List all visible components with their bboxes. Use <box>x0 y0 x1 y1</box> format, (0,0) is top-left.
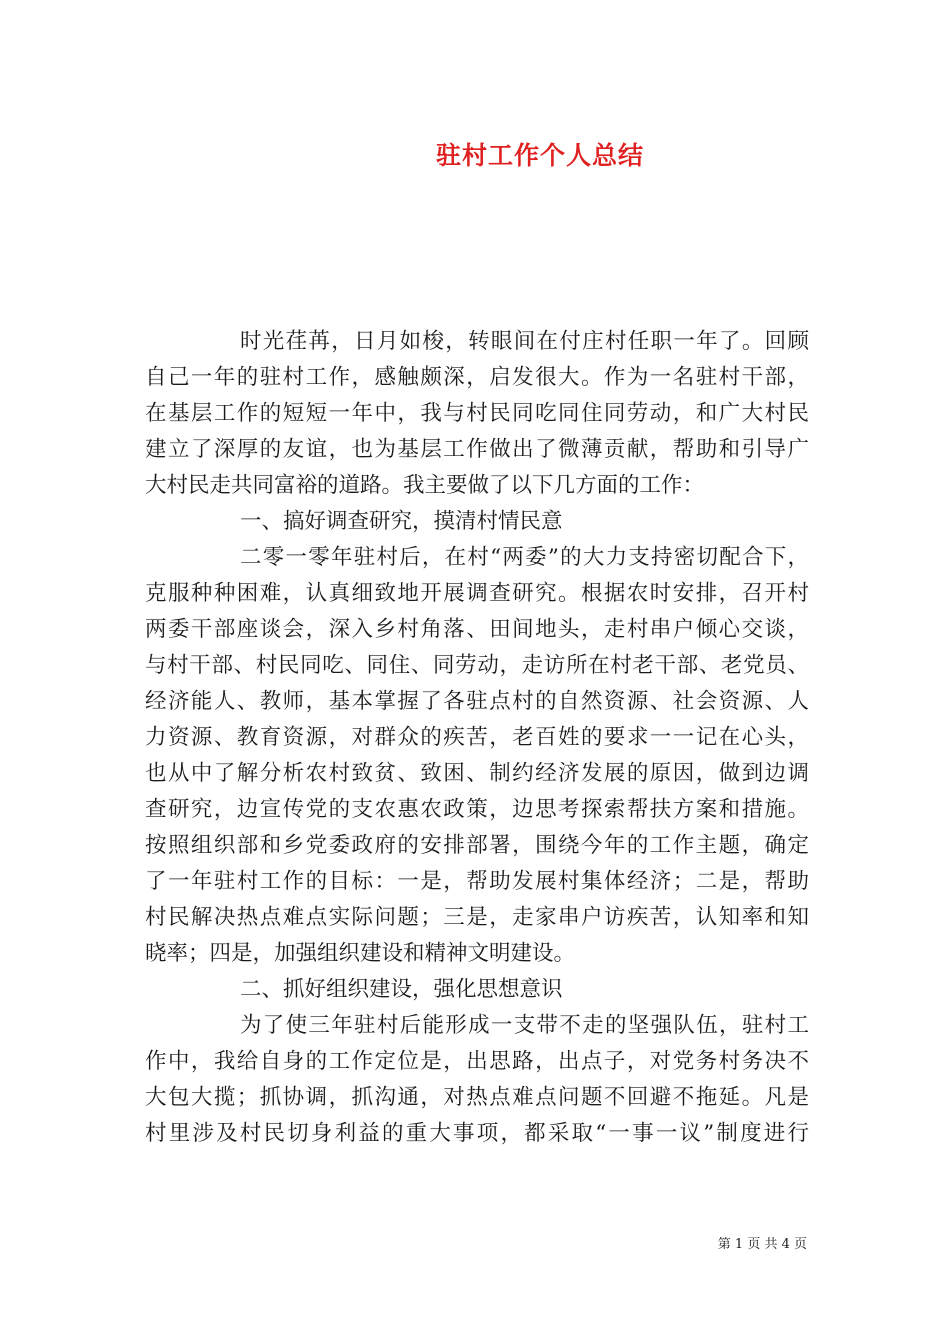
body-line-10: 与村干部、村民同吃、同住、同劳动，走访所在村老干部、老党员、 <box>145 653 809 678</box>
body-line-9: 两委干部座谈会，深入乡村角落、田间地头，走村串户倾心交谈， <box>145 617 809 642</box>
body-line-7: 二零一零年驻村后，在村“两委”的大力支持密切配合下， <box>240 545 809 570</box>
body-line-22: 大包大揽；抓协调，抓沟通，对热点难点问题不回避不拖延。凡是 <box>145 1085 809 1110</box>
body-line-1: 时光荏苒，日月如梭，转眼间在付庄村任职一年了。回顾 <box>240 329 809 354</box>
body-line-16: 了一年驻村工作的目标：一是，帮助发展村集体经济；二是，帮助 <box>145 869 809 894</box>
document-body <box>145 324 809 1152</box>
body-line-2: 自己一年的驻村工作，感触颇深，启发很大。作为一名驻村干部， <box>145 365 809 390</box>
body-line-13: 也从中了解分析农村致贫、致困、制约经济发展的原因，做到边调 <box>145 761 809 786</box>
body-line-4: 建立了深厚的友谊，也为基层工作做出了微薄贡献，帮助和引导广 <box>145 437 809 462</box>
document-title: 驻村工作个人总结 <box>435 141 644 170</box>
page-footer: 第 1 页 共 4 页 <box>717 1237 807 1252</box>
section-heading-2: 二、抓好组织建设，强化思想意识 <box>240 977 563 1002</box>
body-line-23: 村里涉及村民切身利益的重大事项，都采取“一事一议”制度进行 <box>145 1121 809 1146</box>
body-line-15: 按照组织部和乡党委政府的安排部署，围绕今年的工作主题，确定 <box>145 833 809 858</box>
body-line-18: 晓率；四是，加强组织建设和精神文明建设。 <box>145 941 576 966</box>
body-line-5: 大村民走共同富裕的道路。我主要做了以下几方面的工作： <box>145 473 705 498</box>
body-line-11: 经济能人、教师，基本掌握了各驻点村的自然资源、社会资源、人 <box>145 689 809 714</box>
section-heading-1: 一、搞好调查研究，摸清村情民意 <box>240 509 563 534</box>
body-line-21: 作中，我给自身的工作定位是，出思路，出点子，对党务村务决不 <box>145 1049 809 1074</box>
body-line-3: 在基层工作的短短一年中，我与村民同吃同住同劳动，和广大村民 <box>145 401 809 426</box>
body-line-8: 克服种种困难，认真细致地开展调查研究。根据农时安排，召开村 <box>145 581 809 606</box>
body-line-17: 村民解决热点难点实际问题；三是，走家串户访疾苦，认知率和知 <box>145 905 809 930</box>
body-line-20: 为了使三年驻村后能形成一支带不走的坚强队伍，驻村工 <box>240 1013 809 1038</box>
body-line-14: 查研究，边宣传党的支农惠农政策，边思考探索帮扶方案和措施。 <box>145 797 809 822</box>
body-line-12: 力资源、教育资源，对群众的疾苦，老百姓的要求一一记在心头， <box>145 725 809 750</box>
